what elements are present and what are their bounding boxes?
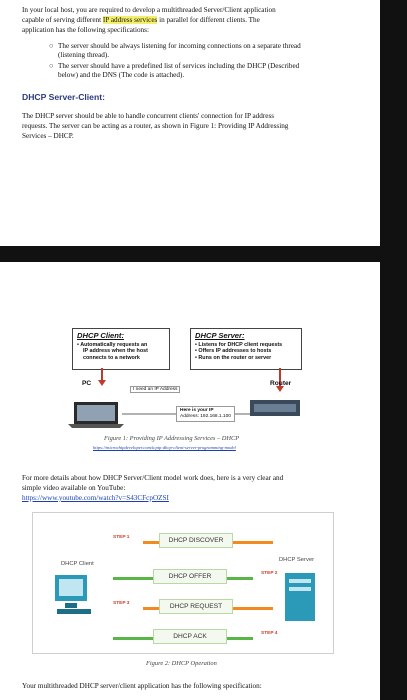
- reply-bubble: Here is your IP Address: 192.168.1.100: [176, 406, 235, 422]
- step-label: STEP 1: [113, 535, 130, 540]
- pc-label: PC: [82, 380, 92, 387]
- message-request: DHCP REQUEST: [159, 599, 233, 614]
- section-text-line-1: The DHCP server should be able to handle concurrent clients' connection for IP address: [22, 112, 275, 120]
- step-label: STEP 3: [113, 601, 130, 606]
- section-heading: DHCP Server-Client:: [22, 92, 105, 102]
- youtube-link[interactable]: https://www.youtube.com/watch?v=S43CFcpOZSI: [22, 494, 169, 502]
- step-label: STEP 2: [261, 571, 278, 576]
- message-ack: DHCP ACK: [153, 629, 227, 644]
- highlighted-text: IP address services: [102, 16, 158, 24]
- message-offer: DHCP OFFER: [153, 569, 227, 584]
- dhcp-server-box: DHCP Server: • Listens for DHCP client requests • Offers IP addresses to hosts • Runs on the router or server: [190, 328, 302, 370]
- client-arrow-head: [98, 380, 106, 386]
- figure-2: [32, 512, 334, 654]
- figure-1-caption: Figure 1: Providing IP Addressing Services – DHCP: [104, 435, 240, 442]
- dhcp-client-box: DHCP Client: • Automatically requests an IP address when the host connects to a network: [72, 328, 170, 370]
- intro-line-1: In your local host, you are required to develop a multithreaded Server/Client application: [22, 6, 276, 14]
- details-line-1: For more details about how DHCP Server/Client model work does, here is a very clear and: [22, 474, 284, 482]
- intro-line-3: application has the following specifications:: [22, 26, 149, 34]
- footer-text: Your multithreaded DHCP server/client application has the following specification:: [22, 682, 262, 690]
- router-label: Router: [270, 380, 292, 387]
- bullet-item: ○ The server should be always listening for incoming connections on a separate thread (listening thread).: [49, 42, 301, 60]
- dhcp-server-label: DHCP Server: [279, 557, 315, 563]
- section-text-line-2: requests. The server can be acting as a router, as shown in Figure 1: Providing IP Addressing: [22, 122, 289, 130]
- bullet-circle-icon: ○: [49, 62, 54, 70]
- document-page-1: [0, 0, 380, 246]
- bullet-circle-icon: ○: [49, 42, 54, 50]
- section-text-line-3: Services – DHCP.: [22, 132, 74, 140]
- message-discover: DHCP DISCOVER: [159, 533, 233, 548]
- bullet-item: ○ The server should have a predefined list of services including the DHCP (Described below) and the DNS (The code is attached).: [49, 62, 300, 80]
- dhcp-client-label: DHCP Client: [61, 561, 94, 567]
- step-label: STEP 4: [261, 631, 278, 636]
- details-line-2: simple video available on YouTube:: [22, 484, 126, 492]
- request-bubble: I need an IP Address: [130, 386, 180, 393]
- figure-1-source-link[interactable]: https://microchipdeveloper.com/tcpip:dhcp-client-server-programming-model: [93, 445, 236, 450]
- figure-2-caption: Figure 2: DHCP Operation: [146, 660, 217, 667]
- intro-line-2: capable of serving different IP address services in parallel for different clients. The: [22, 16, 260, 24]
- document-page-2: [0, 262, 380, 700]
